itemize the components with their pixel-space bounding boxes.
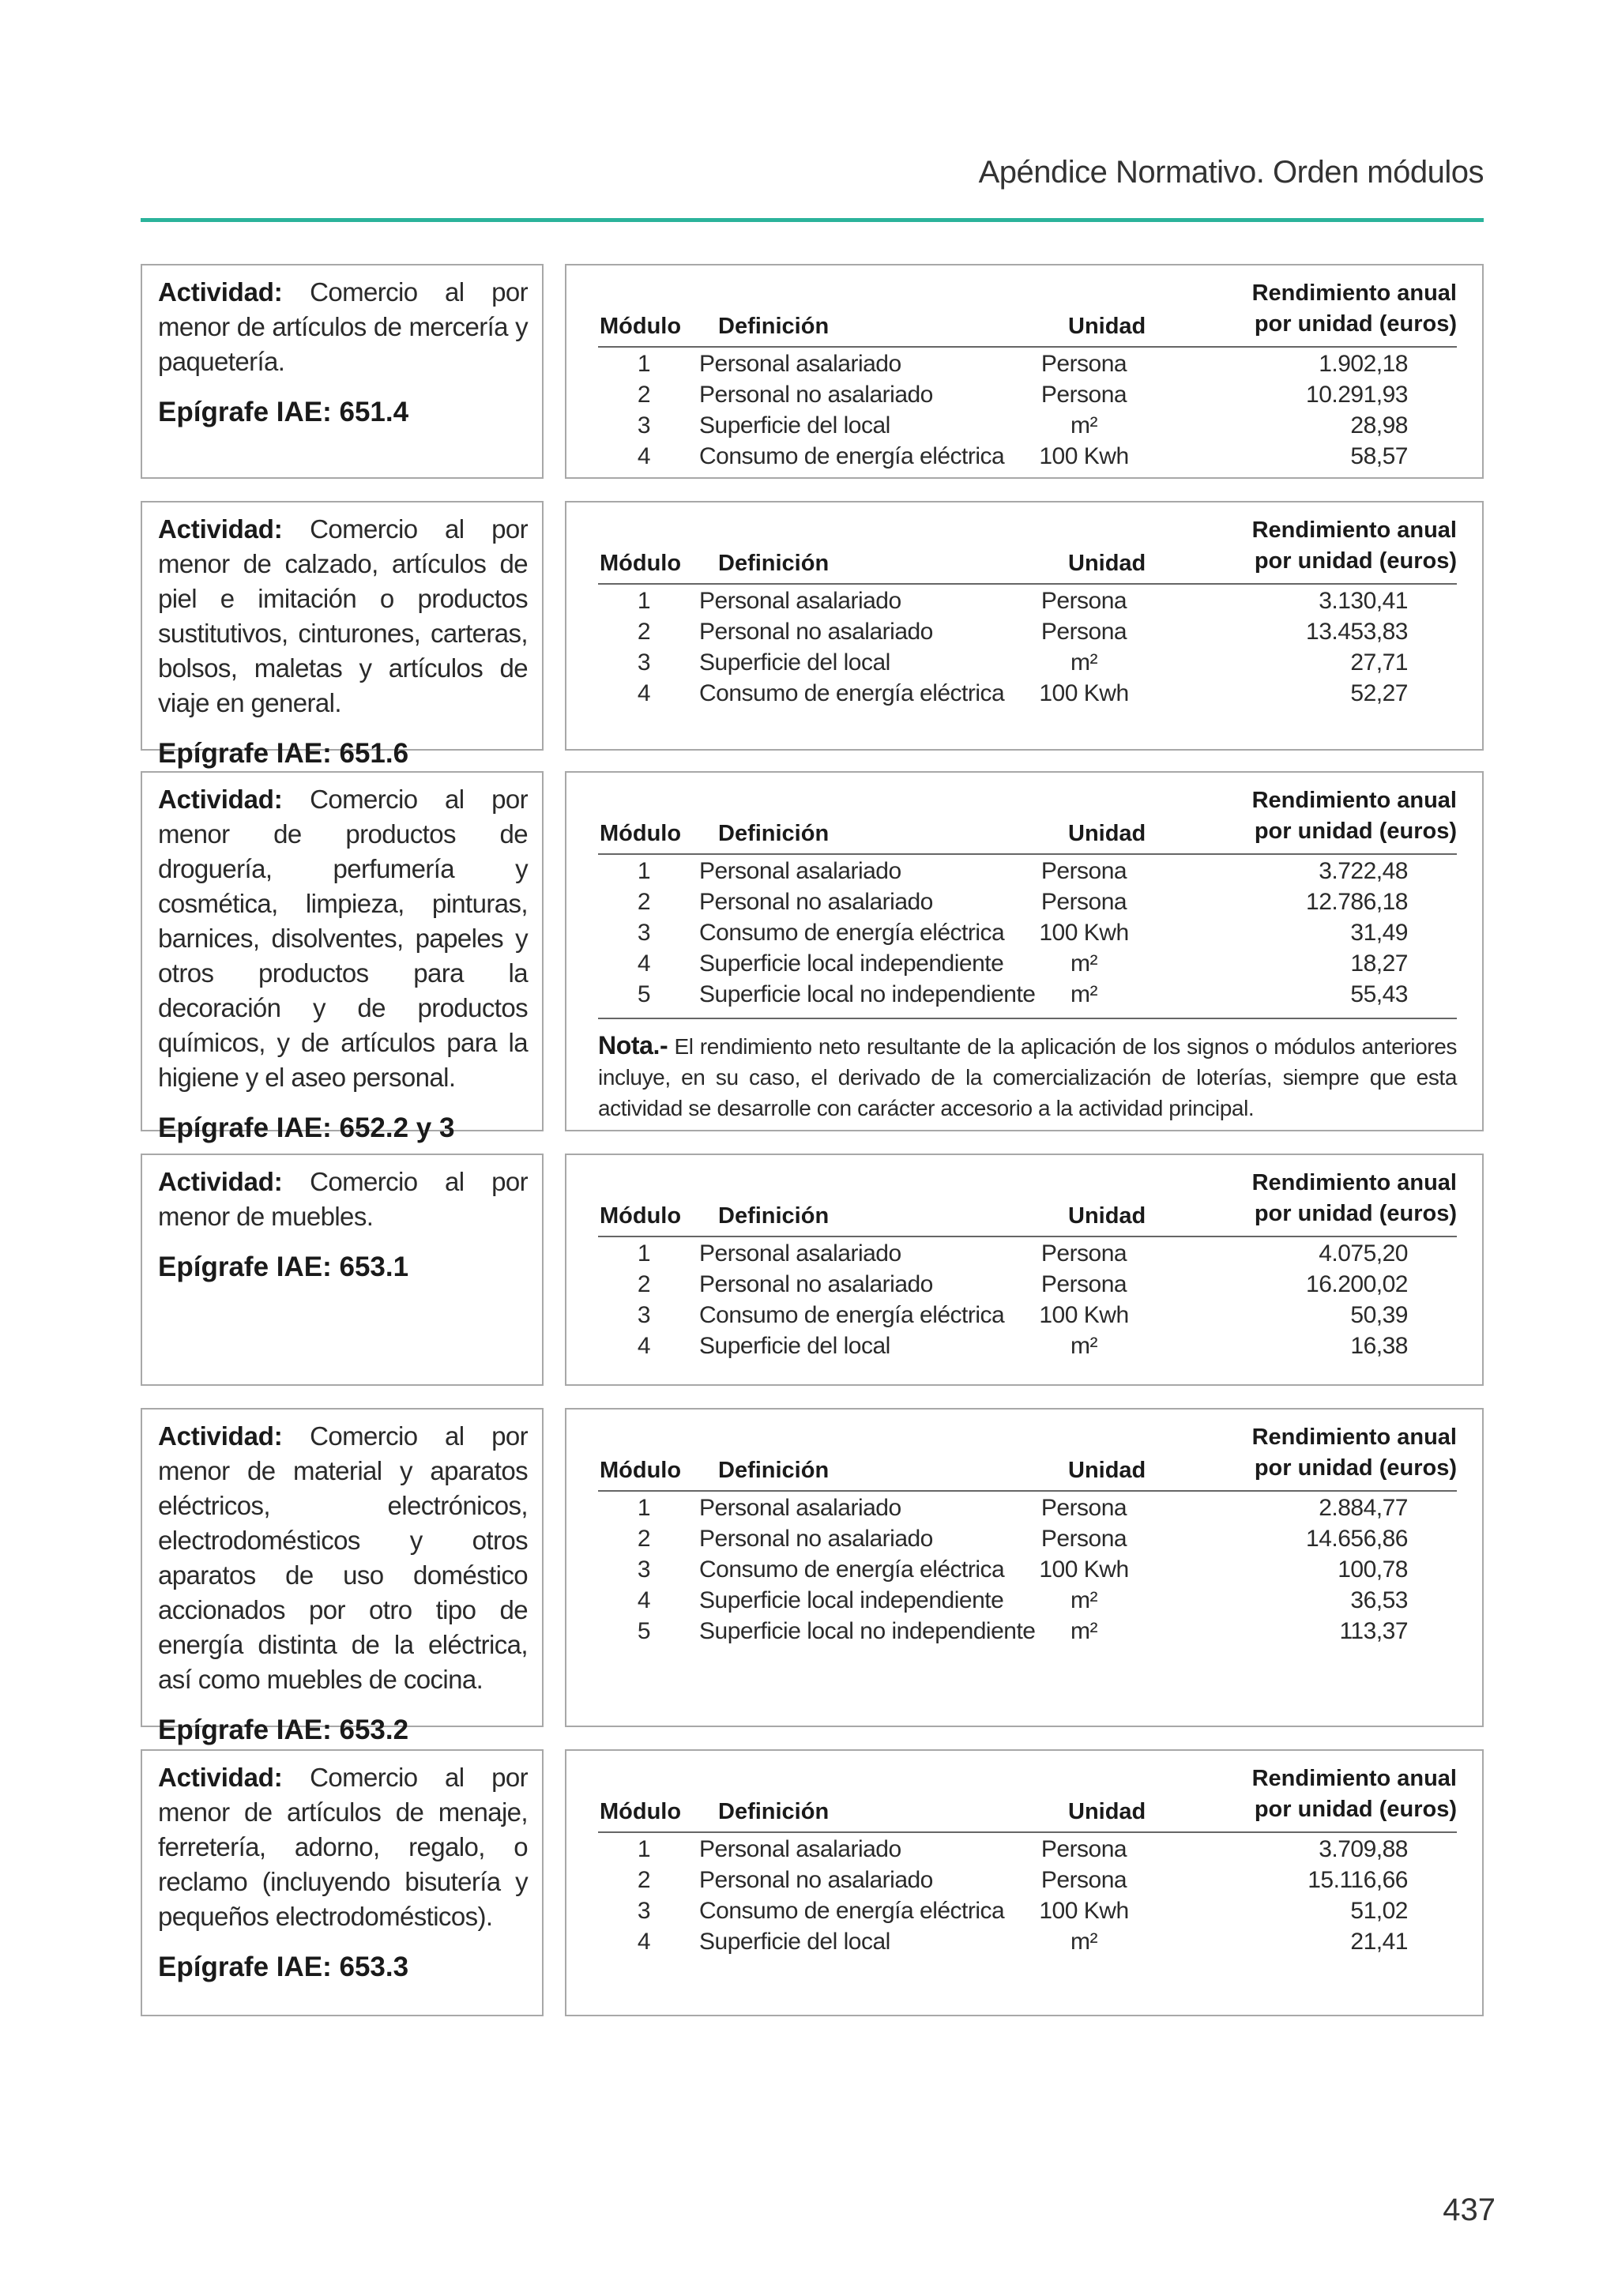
cell-rendimiento: 14.656,86: [1306, 1526, 1408, 1552]
cell-rendimiento: 100,78: [1338, 1556, 1408, 1583]
epigrafe-iae: Epígrafe IAE: 651.4: [158, 397, 409, 427]
section-row: [141, 501, 1484, 769]
table-header: [598, 277, 1457, 348]
cell-unidad: m²: [1071, 1333, 1097, 1359]
cell-unidad: m²: [1071, 950, 1097, 977]
table-row: [598, 1333, 1457, 1364]
modules-table: [565, 501, 1484, 751]
activity-text: Comercio al por menor de productos de droguería, perfumería y cosmética, limpieza, pinturas, barnices, disolventes, papeles y otros productos para la decoración y de productos químicos, y de artículos para la higiene y el aseo personal.: [158, 785, 528, 1092]
header-unidad: Unidad: [1068, 1203, 1146, 1229]
activity-text: Comercio al por menor de artículos de menaje, ferretería, adorno, regalo, o reclamo (incluyendo bisutería y pequeños electrodomésticos).: [158, 1763, 528, 1931]
section-row: [141, 1408, 1484, 1745]
table-row: [598, 1587, 1457, 1618]
cell-modulo: 2: [637, 1271, 651, 1297]
header-modulo: Módulo: [600, 1799, 682, 1824]
header-rendimiento-line2: por unidad (euros): [1254, 548, 1457, 574]
cell-definicion: Superficie del local: [699, 649, 890, 676]
table-row: [598, 351, 1457, 382]
header-unidad: Unidad: [1068, 821, 1146, 846]
activity-description: [158, 1419, 528, 1697]
cell-unidad: m²: [1071, 1618, 1097, 1644]
cell-unidad: Persona: [1040, 588, 1127, 614]
cell-rendimiento: 1.902,18: [1319, 351, 1408, 377]
activity-description: [158, 1165, 528, 1234]
cell-modulo: 3: [637, 649, 651, 676]
table-row: [598, 443, 1457, 474]
cell-definicion: Personal asalariado: [699, 858, 901, 884]
activity-box: [141, 1154, 544, 1386]
cell-unidad: Persona: [1040, 1495, 1127, 1521]
activity-text: Comercio al por menor de calzado, artículos de piel e imitación o productos sustitutivos, cinturones, carteras, bolsos, maletas y artículos de viaje en general.: [158, 514, 528, 717]
header-rendimiento-line2: por unidad (euros): [1254, 819, 1457, 844]
activity-description: [158, 782, 528, 1095]
table-row: [598, 1302, 1457, 1333]
cell-rendimiento: 28,98: [1350, 412, 1408, 438]
header-unidad: Unidad: [1068, 1799, 1146, 1824]
cell-definicion: Superficie del local: [699, 1929, 890, 1955]
section-row: [141, 771, 1484, 1143]
modules-table: [565, 771, 1484, 1131]
table-note: [598, 1018, 1457, 1124]
table-body: [598, 1495, 1457, 1649]
activity-description: [158, 275, 528, 379]
cell-modulo: 2: [637, 1867, 651, 1893]
header-rendimiento: [1252, 1168, 1457, 1229]
header-divider: [141, 218, 1484, 222]
cell-definicion: Personal asalariado: [699, 1240, 901, 1267]
activity-box: [141, 264, 544, 479]
header-rendimiento-line2: por unidad (euros): [1254, 311, 1457, 337]
cell-rendimiento: 2.884,77: [1319, 1495, 1408, 1521]
section-row: [141, 1749, 1484, 2016]
cell-modulo: 2: [637, 1526, 651, 1552]
note-text: El rendimiento neto resultante de la aplicación de los signos o módulos anteriores incluye, en su caso, el derivado de la comercialización de loterías, siempre que esta actividad se desarrolle con carácter accesorio a la actividad principal.: [598, 1034, 1457, 1120]
cell-definicion: Personal no asalariado: [699, 382, 933, 408]
activity-text: Comercio al por menor de artículos de mercería y paquetería.: [158, 277, 528, 376]
cell-definicion: Consumo de energía eléctrica: [699, 443, 1005, 469]
cell-rendimiento: 27,71: [1350, 649, 1408, 676]
cell-rendimiento: 3.130,41: [1319, 588, 1408, 614]
table-row: [598, 920, 1457, 950]
table-row: [598, 382, 1457, 412]
cell-unidad: 100 Kwh: [1039, 443, 1129, 469]
cell-modulo: 4: [637, 443, 651, 469]
activity-box: [141, 771, 544, 1143]
cell-unidad: 100 Kwh: [1039, 1302, 1129, 1328]
cell-unidad: Persona: [1040, 351, 1127, 377]
header-rendimiento: [1252, 278, 1457, 340]
cell-unidad: Persona: [1040, 382, 1127, 408]
table-row: [598, 1526, 1457, 1556]
cell-modulo: 4: [637, 1929, 651, 1955]
cell-unidad: m²: [1071, 981, 1097, 1007]
modules-table: [565, 1749, 1484, 2016]
cell-rendimiento: 15.116,66: [1308, 1867, 1408, 1893]
activity-box: [141, 1749, 544, 2016]
cell-definicion: Consumo de energía eléctrica: [699, 1302, 1005, 1328]
cell-modulo: 1: [637, 1495, 651, 1521]
activity-text: Comercio al por menor de material y aparatos eléctricos, electrónicos, electrodomésticos y otros aparatos de uso doméstico accionados por otro tipo de energía distinta de la eléctrica, así como muebles de cocina.: [158, 1421, 528, 1694]
header-definicion: Definición: [718, 1799, 830, 1824]
activity-box: [141, 1408, 544, 1745]
table-body: [598, 1836, 1457, 1959]
header-rendimiento-line1: Rendimiento anual: [1251, 1425, 1457, 1450]
cell-modulo: 5: [637, 981, 651, 1007]
table-row: [598, 1898, 1457, 1929]
table-row: [598, 412, 1457, 443]
modules-table: [565, 1408, 1484, 1727]
cell-unidad: Persona: [1040, 1271, 1127, 1297]
cell-modulo: 5: [637, 1618, 651, 1644]
table-body: [598, 351, 1457, 474]
activity-text: Comercio al por menor de muebles.: [158, 1167, 528, 1231]
table-row: [598, 1929, 1457, 1959]
cell-unidad: Persona: [1040, 1240, 1127, 1267]
epigrafe-iae: Epígrafe IAE: 653.3: [158, 1952, 409, 1982]
cell-definicion: Personal no asalariado: [699, 1867, 933, 1893]
cell-definicion: Superficie del local: [699, 1333, 890, 1359]
header-modulo: Módulo: [600, 551, 682, 576]
header-modulo: Módulo: [600, 1458, 682, 1483]
cell-definicion: Consumo de energía eléctrica: [699, 920, 1005, 946]
activity-box: [141, 501, 544, 769]
cell-rendimiento: 10.291,93: [1306, 382, 1408, 408]
table-row: [598, 1240, 1457, 1271]
activity-label: Actividad:: [158, 1167, 283, 1196]
cell-unidad: m²: [1071, 412, 1097, 438]
cell-rendimiento: 21,41: [1350, 1929, 1408, 1955]
header-rendimiento-line1: Rendimiento anual: [1251, 518, 1457, 543]
table-row: [598, 889, 1457, 920]
header-rendimiento-line1: Rendimiento anual: [1251, 788, 1457, 813]
cell-definicion: Superficie local independiente: [699, 1587, 1004, 1613]
page-number: 437: [1443, 2192, 1496, 2227]
table-row: [598, 680, 1457, 711]
table-row: [598, 1495, 1457, 1526]
cell-rendimiento: 55,43: [1350, 981, 1408, 1007]
activity-description: [158, 1760, 528, 1934]
activity-label: Actividad:: [158, 277, 283, 307]
table-row: [598, 981, 1457, 1012]
cell-definicion: Superficie local independiente: [699, 950, 1004, 977]
cell-unidad: m²: [1071, 1587, 1097, 1613]
cell-modulo: 3: [637, 1556, 651, 1583]
cell-rendimiento: 31,49: [1350, 920, 1408, 946]
cell-rendimiento: 16,38: [1350, 1333, 1408, 1359]
header-definicion: Definición: [718, 1458, 830, 1483]
cell-definicion: Consumo de energía eléctrica: [699, 680, 1005, 706]
header-rendimiento-line2: por unidad (euros): [1254, 1201, 1457, 1226]
table-header: [598, 1762, 1457, 1833]
cell-unidad: m²: [1071, 649, 1097, 676]
header-modulo: Módulo: [600, 314, 682, 339]
header-definicion: Definición: [718, 1203, 830, 1229]
table-row: [598, 1618, 1457, 1649]
cell-definicion: Personal asalariado: [699, 351, 901, 377]
cell-unidad: Persona: [1040, 619, 1127, 645]
cell-modulo: 1: [637, 351, 651, 377]
cell-rendimiento: 50,39: [1350, 1302, 1408, 1328]
table-row: [598, 1836, 1457, 1867]
cell-modulo: 4: [637, 680, 651, 706]
cell-modulo: 3: [637, 920, 651, 946]
epigrafe-iae: Epígrafe IAE: 653.2: [158, 1714, 409, 1745]
table-body: [598, 1240, 1457, 1364]
cell-rendimiento: 4.075,20: [1319, 1240, 1408, 1267]
cell-definicion: Personal no asalariado: [699, 619, 933, 645]
cell-definicion: Personal no asalariado: [699, 889, 933, 915]
header-definicion: Definición: [718, 551, 830, 576]
section-row: [141, 264, 1484, 479]
table-header: [598, 1421, 1457, 1492]
cell-rendimiento: 3.709,88: [1319, 1836, 1408, 1862]
cell-modulo: 3: [637, 1302, 651, 1328]
cell-rendimiento: 18,27: [1350, 950, 1408, 977]
cell-unidad: Persona: [1040, 889, 1127, 915]
cell-definicion: Superficie local no independiente: [699, 981, 1036, 1007]
cell-definicion: Personal asalariado: [699, 1495, 901, 1521]
table-header: [598, 784, 1457, 855]
header-unidad: Unidad: [1068, 314, 1146, 339]
modules-table: [565, 264, 1484, 479]
cell-modulo: 2: [637, 619, 651, 645]
cell-rendimiento: 113,37: [1339, 1618, 1408, 1644]
table-body: [598, 588, 1457, 711]
section-row: [141, 1154, 1484, 1386]
table-row: [598, 950, 1457, 981]
header-rendimiento-line1: Rendimiento anual: [1251, 1766, 1457, 1791]
table-row: [598, 1556, 1457, 1587]
cell-definicion: Personal no asalariado: [699, 1271, 933, 1297]
cell-rendimiento: 13.453,83: [1306, 619, 1408, 645]
header-rendimiento-line2: por unidad (euros): [1254, 1455, 1457, 1481]
cell-definicion: Personal asalariado: [699, 1836, 901, 1862]
cell-modulo: 3: [637, 412, 651, 438]
header-rendimiento-line1: Rendimiento anual: [1251, 280, 1457, 306]
cell-rendimiento: 36,53: [1350, 1587, 1408, 1613]
cell-rendimiento: 12.786,18: [1306, 889, 1408, 915]
modules-table: [565, 1154, 1484, 1386]
cell-modulo: 2: [637, 889, 651, 915]
table-row: [598, 1867, 1457, 1898]
cell-modulo: 2: [637, 382, 651, 408]
cell-unidad: 100 Kwh: [1039, 920, 1129, 946]
activity-description: [158, 512, 528, 721]
cell-rendimiento: 3.722,48: [1319, 858, 1408, 884]
header-definicion: Definición: [718, 314, 830, 339]
cell-modulo: 1: [637, 1240, 651, 1267]
cell-definicion: Consumo de energía eléctrica: [699, 1898, 1005, 1924]
table-header: [598, 514, 1457, 585]
cell-unidad: Persona: [1040, 1867, 1127, 1893]
cell-definicion: Personal no asalariado: [699, 1526, 933, 1552]
table-row: [598, 588, 1457, 619]
activity-label: Actividad:: [158, 785, 283, 814]
cell-definicion: Superficie local no independiente: [699, 1618, 1036, 1644]
cell-definicion: Personal asalariado: [699, 588, 901, 614]
cell-unidad: Persona: [1040, 858, 1127, 884]
activity-label: Actividad:: [158, 1421, 283, 1451]
table-row: [598, 649, 1457, 680]
cell-unidad: m²: [1071, 1929, 1097, 1955]
header-rendimiento: [1252, 1763, 1457, 1825]
cell-unidad: 100 Kwh: [1039, 680, 1129, 706]
cell-rendimiento: 16.200,02: [1306, 1271, 1408, 1297]
cell-modulo: 4: [637, 1587, 651, 1613]
cell-modulo: 4: [637, 950, 651, 977]
table-header: [598, 1166, 1457, 1237]
cell-rendimiento: 58,57: [1350, 443, 1408, 469]
cell-unidad: 100 Kwh: [1039, 1898, 1129, 1924]
header-rendimiento: [1252, 1422, 1457, 1484]
cell-modulo: 1: [637, 858, 651, 884]
epigrafe-iae: Epígrafe IAE: 652.2 y 3: [158, 1112, 455, 1143]
note-label: Nota.-: [598, 1031, 668, 1060]
table-row: [598, 619, 1457, 649]
header-rendimiento-line2: por unidad (euros): [1254, 1797, 1457, 1822]
header-unidad: Unidad: [1068, 551, 1146, 576]
cell-rendimiento: 52,27: [1350, 680, 1408, 706]
header-unidad: Unidad: [1068, 1458, 1146, 1483]
activity-label: Actividad:: [158, 1763, 283, 1792]
table-row: [598, 1271, 1457, 1302]
cell-unidad: Persona: [1040, 1836, 1127, 1862]
header-definicion: Definición: [718, 821, 830, 846]
table-body: [598, 858, 1457, 1012]
epigrafe-iae: Epígrafe IAE: 651.6: [158, 738, 409, 769]
cell-modulo: 1: [637, 588, 651, 614]
cell-modulo: 1: [637, 1836, 651, 1862]
activity-label: Actividad:: [158, 514, 283, 544]
cell-definicion: Superficie del local: [699, 412, 890, 438]
cell-unidad: 100 Kwh: [1039, 1556, 1129, 1583]
header-modulo: Módulo: [600, 1203, 682, 1229]
header-rendimiento-line1: Rendimiento anual: [1251, 1170, 1457, 1195]
epigrafe-iae: Epígrafe IAE: 653.1: [158, 1252, 409, 1282]
header-modulo: Módulo: [600, 821, 682, 846]
cell-modulo: 3: [637, 1898, 651, 1924]
cell-definicion: Consumo de energía eléctrica: [699, 1556, 1005, 1583]
header-rendimiento: [1252, 785, 1457, 847]
cell-modulo: 4: [637, 1333, 651, 1359]
table-row: [598, 858, 1457, 889]
page-header-title: Apéndice Normativo. Orden módulos: [978, 155, 1484, 190]
header-rendimiento: [1252, 515, 1457, 577]
cell-unidad: Persona: [1040, 1526, 1127, 1552]
cell-rendimiento: 51,02: [1350, 1898, 1408, 1924]
